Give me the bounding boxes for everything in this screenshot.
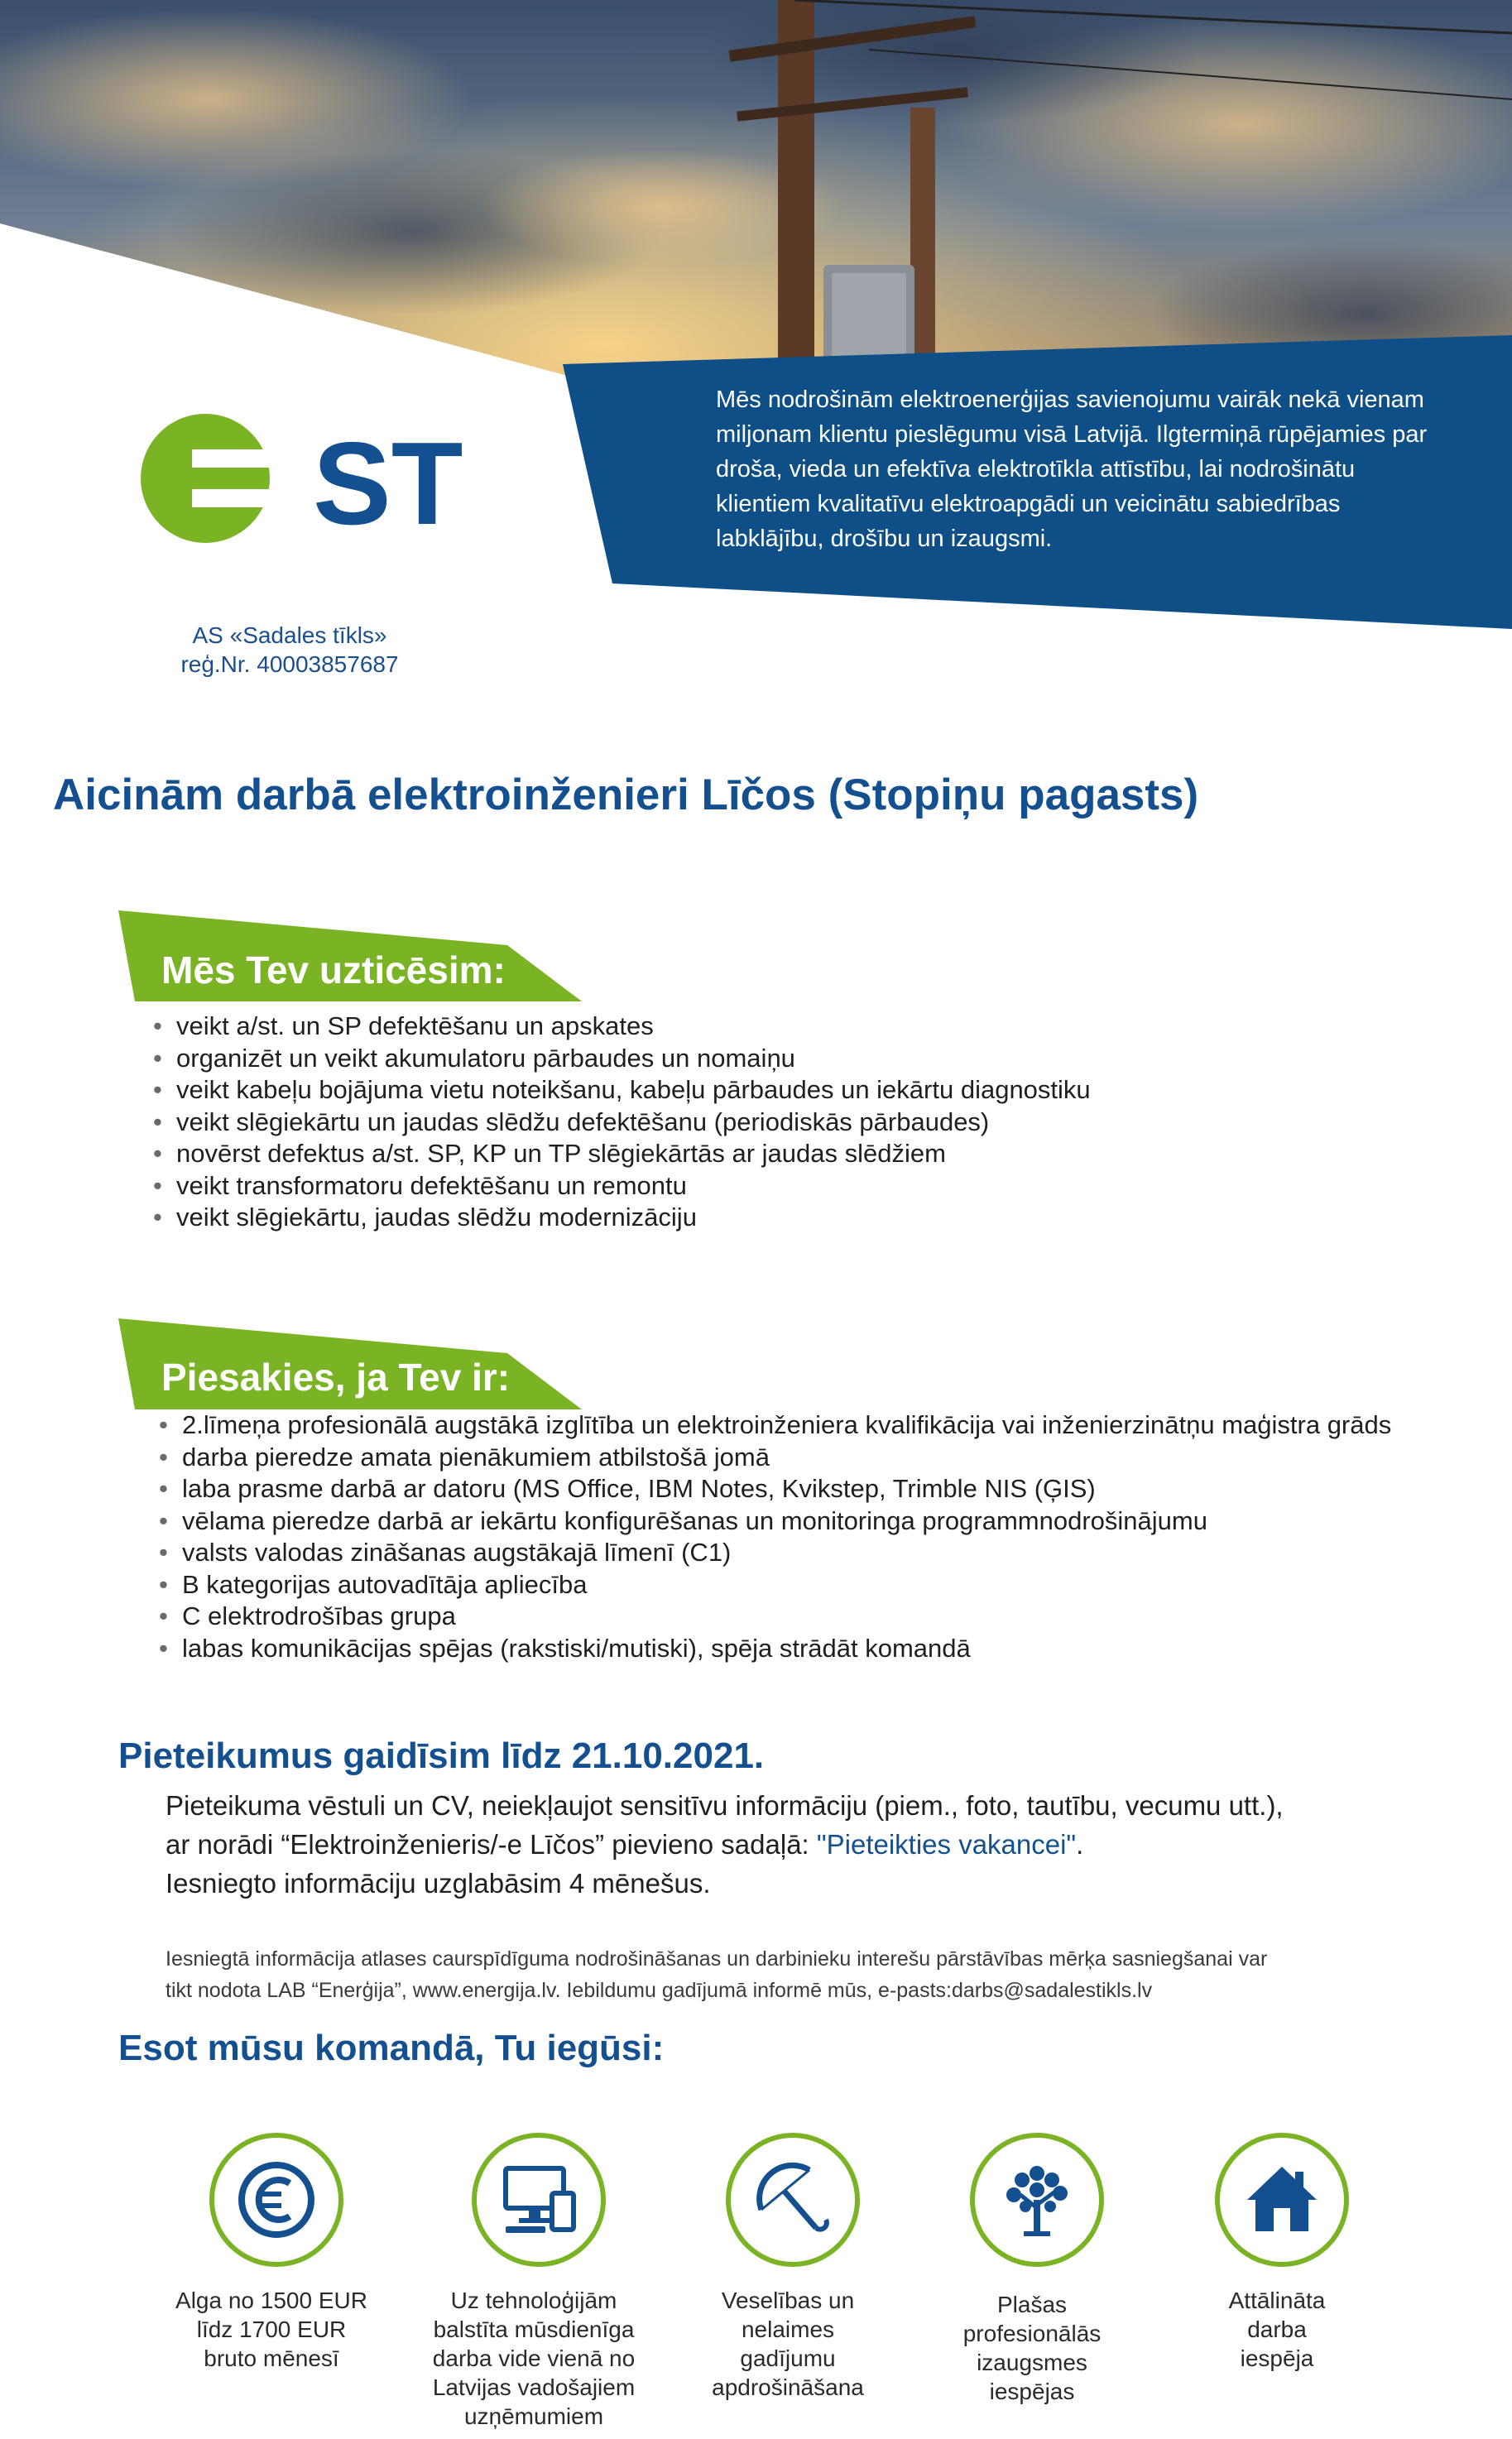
euro-icon <box>235 2158 318 2241</box>
list-item: • novērst defektus a/st. SP, KP un TP slēgiekārtās ar jaudas slēdžiem <box>153 1138 1091 1170</box>
benefit-salary-label <box>160 2286 383 2373</box>
apply-vacancy-link[interactable]: "Pieteikties vakancei" <box>816 1829 1077 1860</box>
benefit-remote-work-label <box>1165 2286 1389 2373</box>
list-item: • 2.līmeņa profesionālā augstākā izglītība un elektroinženiera kvalifikācija vai inženierzinātņu maģistra grāds <box>159 1409 1391 1442</box>
company-logo <box>141 410 472 550</box>
list-item: • labas komunikācijas spējas (rakstiski/mutiski), spēja strādāt komandā <box>159 1633 1391 1665</box>
benefit-text: Veselības un <box>721 2288 855 2313</box>
instruction-text: . <box>1076 1829 1084 1860</box>
benefit-remote-work <box>1215 2133 1349 2267</box>
instruction-line <box>166 1825 1284 1864</box>
list-item: • vēlama pieredze darbā ar iekārtu konfigurēšanas un monitoringa programmnodrošinājumu <box>159 1505 1391 1538</box>
benefit-text: Plašas <box>996 2292 1068 2317</box>
benefit-text: bruto mēnesī <box>204 2345 339 2371</box>
application-instructions <box>166 1786 1284 1903</box>
list-item: • valsts valodas zināšanas augstākajā līmenī (C1) <box>159 1537 1391 1569</box>
benefit-technology <box>472 2133 606 2267</box>
list-item: • darba pieredze amata pienākumiem atbilstošā jomā <box>159 1442 1391 1474</box>
benefit-growth <box>970 2133 1104 2267</box>
benefit-text: Attālināta <box>1228 2288 1326 2313</box>
duties-heading: Mēs Tev uzticēsim: <box>161 948 506 991</box>
intro-line: Mēs nodrošinām elektroenerģijas savienojumu vairāk nekā vienam <box>716 386 1424 413</box>
intro-line: klientiem kvalitatīvu elektroapgādi un veicinātu sabiedrības <box>716 491 1341 517</box>
house-icon <box>1241 2158 1323 2241</box>
duties-list <box>153 1011 1091 1234</box>
requirements-list <box>159 1409 1391 1664</box>
list-item: • organizēt un veikt akumulatoru pārbaudes un nomaiņu <box>153 1043 1091 1075</box>
list-item: • C elektrodrošības grupa <box>159 1601 1391 1633</box>
benefit-text: līdz 1700 EUR <box>196 2317 347 2342</box>
benefit-text: nelaimes <box>741 2317 835 2342</box>
job-title: Aicinām darbā elektroinženieri Līčos (Stopiņu pagasts) <box>53 771 1199 819</box>
notice-line: tikt nodota LAB “Enerģija”, www.energija.lv. Iebildumu gadījumā informē mūs, e-pasts:darbs@sadalestikls.lv <box>166 1979 1153 2002</box>
tree-icon <box>996 2158 1078 2241</box>
benefit-text: balstīta mūsdienīga <box>433 2317 635 2342</box>
intro-line: droša, vieda un efektīva elektrotīkla attīstību, lai nodrošinātu <box>716 456 1356 483</box>
benefit-text: uzņēmumiem <box>463 2403 604 2429</box>
benefit-insurance <box>726 2133 860 2267</box>
benefit-text: Latvijas vadošajiem <box>432 2374 636 2400</box>
instruction-line: Pieteikuma vēstuli un CV, neiekļaujot sensitīvu informāciju (piem., foto, tautību, vecumu utt.), <box>166 1790 1284 1821</box>
deadline-heading: Pieteikumus gaidīsim līdz 21.10.2021. <box>118 1736 765 1776</box>
benefit-text: iespēja <box>1240 2345 1314 2371</box>
instruction-text: ar norādi “Elektroinženieris/-e Līčos” pievieno sadaļā: <box>166 1829 817 1860</box>
benefit-text: iespējas <box>989 2379 1075 2404</box>
list-item: • veikt slēgiekārtu, jaudas slēdžu modernizāciju <box>153 1202 1091 1234</box>
list-item: • veikt transformatoru defektēšanu un remontu <box>153 1170 1091 1203</box>
privacy-notice <box>166 1943 1267 2006</box>
list-item: • veikt a/st. un SP defektēšanu un apskates <box>153 1011 1091 1043</box>
benefit-technology-label <box>422 2286 646 2431</box>
list-item: • veikt slēgiekārtu un jaudas slēdžu defektēšanu (periodiskās pārbaudes) <box>153 1107 1091 1139</box>
list-item: • veikt kabeļu bojājuma vietu noteikšanu, kabeļu pārbaudes un iekārtu diagnostiku <box>153 1074 1091 1107</box>
benefit-salary <box>209 2133 343 2267</box>
instruction-line: Iesniegto informāciju uzglabāsim 4 mēnešus. <box>166 1868 711 1899</box>
umbrella-icon <box>751 2158 834 2241</box>
requirements-heading: Piesakies, ja Tev ir: <box>161 1356 511 1399</box>
benefit-text: darba <box>1247 2317 1307 2342</box>
benefit-text: apdrošināšana <box>712 2374 864 2400</box>
benefit-text: izaugsmes <box>977 2350 1087 2375</box>
company-info <box>124 621 455 679</box>
company-name: AS «Sadales tīkls» <box>192 622 387 648</box>
intro-line: labklājību, drošību un izaugsmi. <box>716 526 1053 552</box>
computer-icon <box>497 2158 580 2241</box>
benefit-growth-label <box>920 2290 1144 2406</box>
benefit-text: Uz tehnoloģijām <box>450 2288 617 2313</box>
benefit-text: gadījumu <box>740 2345 836 2371</box>
list-item: • laba prasme darbā ar datoru (MS Office, IBM Notes, Kvikstep, Trimble NIS (ĢIS) <box>159 1473 1391 1505</box>
benefits-heading: Esot mūsu komandā, Tu iegūsi: <box>118 2028 665 2068</box>
benefit-text: profesionālās <box>962 2321 1102 2346</box>
logo-wordmark: ST <box>313 418 463 550</box>
intro-paragraph <box>716 382 1486 556</box>
list-item: • B kategorijas autovadītāja apliecība <box>159 1569 1391 1601</box>
benefit-text: darba vide vienā no <box>432 2345 636 2371</box>
benefit-text: Alga no 1500 EUR <box>175 2288 367 2313</box>
notice-line: Iesniegtā informācija atlases caurspīdīguma nodrošināšanas un darbinieku interešu pārstāvības mērķa sasniegšanai var <box>166 1947 1268 1971</box>
intro-line: miljonam klientu pieslēgumu visā Latvijā. Ilgtermiņā rūpējamies par <box>716 421 1428 448</box>
benefit-insurance-label <box>676 2286 900 2402</box>
company-reg-number: reģ.Nr. 40003857687 <box>180 651 399 677</box>
